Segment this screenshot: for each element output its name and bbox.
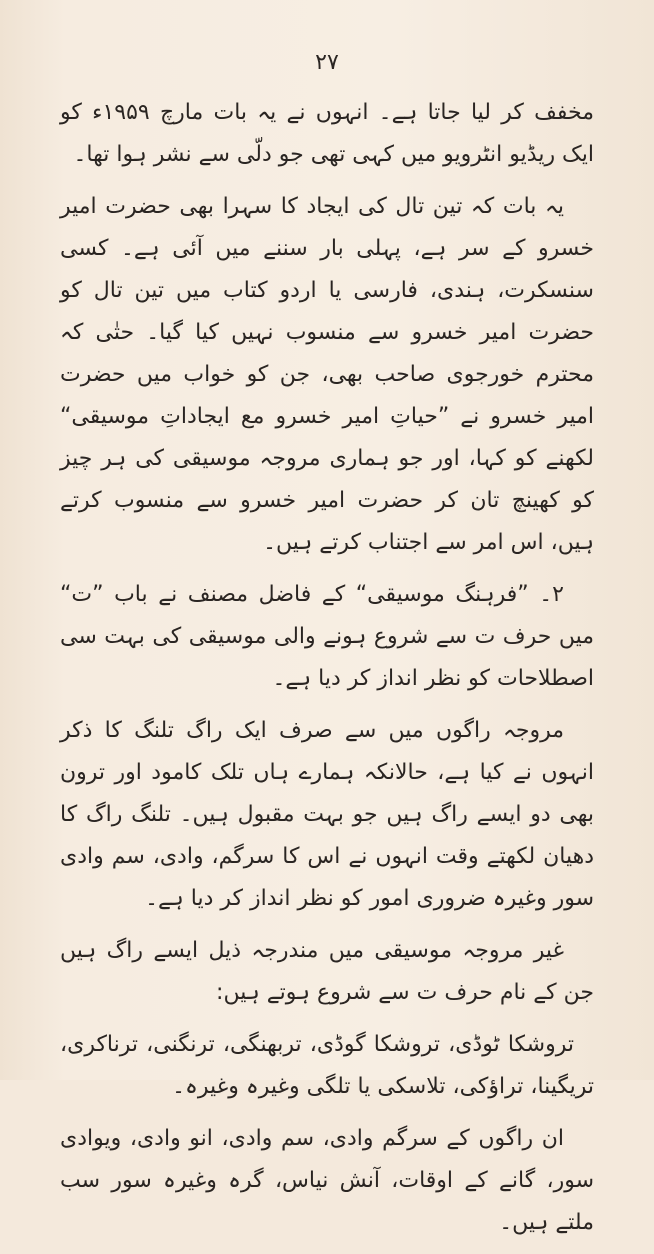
- paragraph: غیر مروجہ موسیقی میں مندرجہ ذیل ایسے راگ ہیں جن کے نام حرف ت سے شروع ہوتے ہیں:: [60, 938, 594, 1005]
- paragraph: یہ بات کہ تین تال کی ایجاد کا سہرا بھی حضرت امیر خسرو کے سر ہے، پہلی بار سننے میں آئی ہے۔ کسی سنسکرت، ہندی، فارسی یا اردو کتاب میں تین تال کو حضرت امیر خسرو سے منسوب نہیں کیا گیا۔ حتٰی کہ محترم خورجوی صاحب بھی، جن کو خواب میں حضرت امیر خسرو نے ”حیاتِ امیر خسرو مع ایجاداتِ موسیقی“ لکھنے کو کہا، اور جو ہماری مروجہ موسیقی کی ہر چیز کو کھینچ تان کر حضرت امیر خسرو سے منسوب کرتے ہیں، اس امر سے اجتناب کرتے ہیں۔: [60, 194, 594, 555]
- paragraph: ۲۔ ”فرہنگ موسیقی“ کے فاضل مصنف نے باب ”ت“ میں حرف ت سے شروع ہونے والی موسیقی کی بہت سی اصطلاحات کو نظر انداز کر دیا ہے۔: [60, 582, 594, 691]
- paragraph: مخفف کر لیا جاتا ہے۔ انہوں نے یہ بات مارچ ۱۹۵۹ء کو ایک ریڈیو انٹرویو میں کہی تھی جو دلّی سے نشر ہوا تھا۔: [60, 100, 594, 167]
- paragraph: ان راگوں کے سرگم وادی، سم وادی، انو وادی، ویوادی سور، گانے کے اوقات، آنش نیاس، گرہ وغیرہ سور سب ملتے ہیں۔: [60, 1126, 594, 1235]
- raga-list: تروشکا ٹوڈی، تروشکا گوڈی، تربھنگی، ترنگنی، ترناکری، تریگینا، تراؤکی، تلاسکی یا تلگی وغیرہ وغیرہ۔: [60, 1032, 594, 1099]
- page-number: ۲۷: [315, 50, 339, 75]
- paragraph: مروجہ راگوں میں سے صرف ایک راگ تلنگ کا ذکر انہوں نے کیا ہے، حالانکہ ہمارے ہاں تلک کامود اور ترون بھی دو ایسے راگ ہیں جو بہت مقبول ہیں۔ تلنگ راگ کا دھیان لکھتے وقت انہوں نے اس کا سرگم، وادی، سم وادی سور وغیرہ ضروری امور کو نظر انداز کر دیا ہے۔: [60, 718, 594, 911]
